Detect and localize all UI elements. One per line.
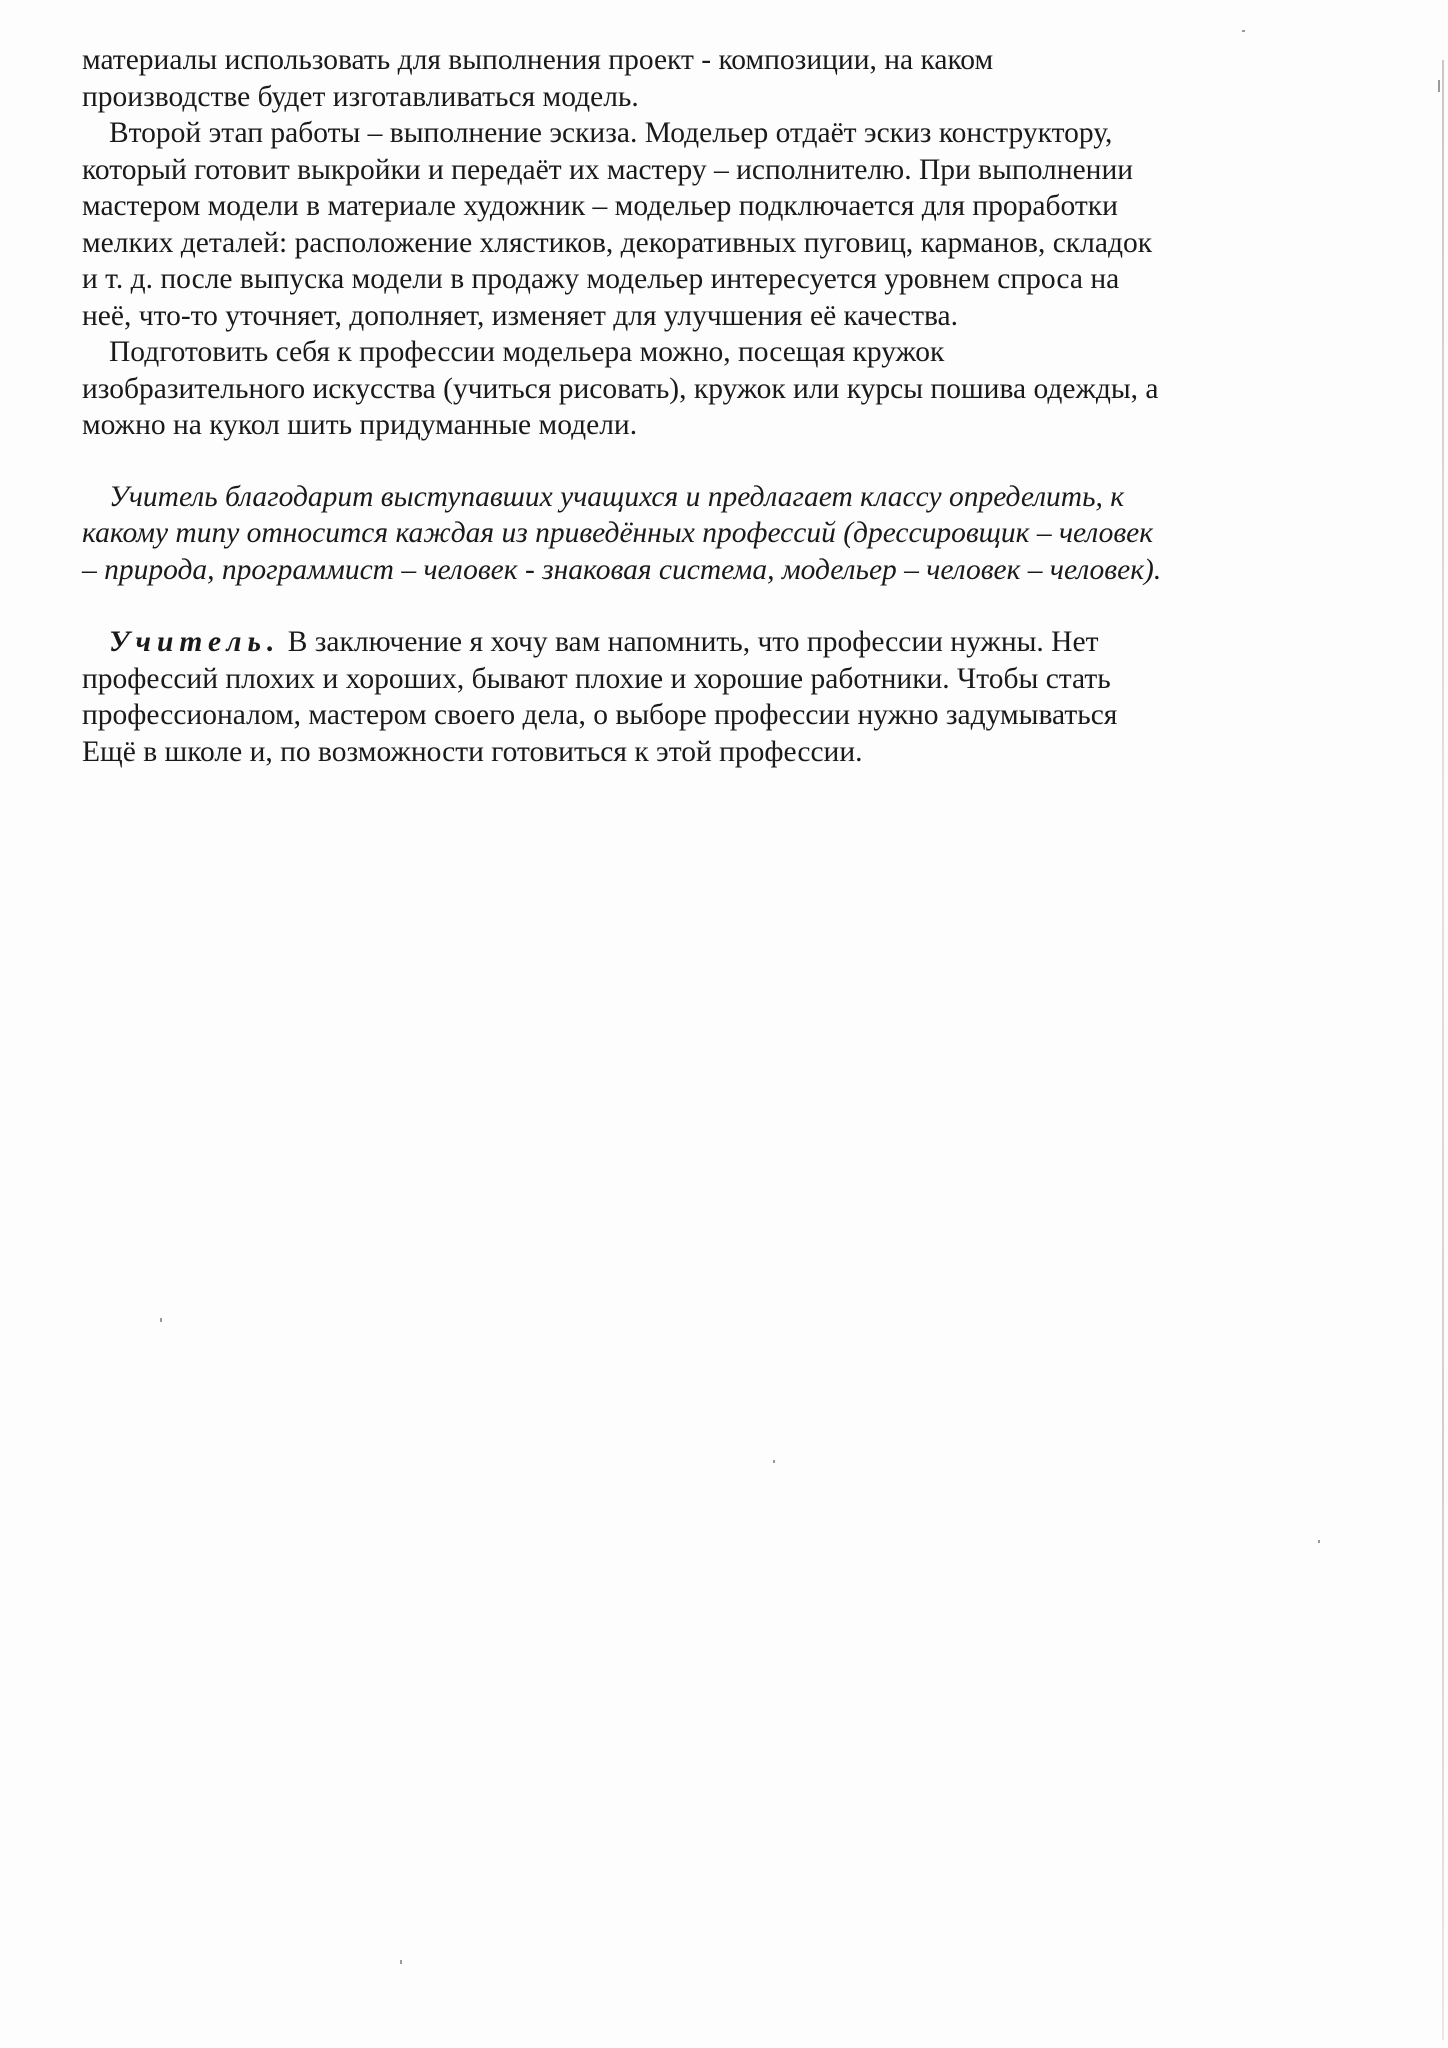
scan-speck	[160, 1318, 162, 1322]
paragraph-2-line: мелких деталей: расположение хлястиков, декоративных пуговиц, карманов, складок	[82, 226, 1153, 259]
paragraph-1-line: производстве будет изготавливаться модель.	[82, 80, 639, 113]
paragraph-2-line: Второй этап работы – выполнение эскиза. Модельер отдаёт эскиз конструктору,	[109, 117, 1113, 149]
paragraph-3-line: Подготовить себя к профессии модельера можно, посещая кружок	[109, 336, 945, 368]
paragraph-2-line: неё, что-то уточняет, дополняет, изменяет для улучшения её качества.	[82, 299, 958, 332]
paragraph-3-line: можно на кукол шить придуманные модели.	[82, 409, 638, 441]
scan-speck	[400, 1960, 402, 1964]
paragraph-2-line: и т. д. после выпуска модели в продажу модельер интересуется уровнем спроса на	[82, 263, 1120, 295]
paragraph-5-line: профессий плохих и хороших, бывают плохие и хорошие работники. Чтобы стать	[82, 662, 1111, 695]
paragraph-3	[82, 334, 1352, 444]
paragraph-4-line: Учитель благодарит выступавших учащихся и предлагает классу определить, к	[109, 480, 1125, 513]
paragraph-5-line-rest: В заключение я хочу вам напомнить, что профессии нужны. Нет	[280, 626, 1099, 658]
paragraph-2-line: который готовит выкройки и передаёт их мастеру – исполнителю. При выполнении	[82, 153, 1134, 186]
paragraph-4-stage-direction	[82, 479, 1352, 589]
paragraph-3-line: изобразительного искусства (учиться рисовать), кружок или курсы пошива одежды, а	[82, 372, 1159, 405]
paragraph-5-line: Ещё в школе и, по возможности готовиться к этой профессии.	[82, 735, 863, 768]
paragraph-5-teacher-speech	[82, 624, 1352, 770]
paragraph-1	[82, 42, 1352, 115]
scan-speck	[1242, 30, 1245, 32]
scan-speck	[1438, 80, 1440, 92]
paragraph-4-line: какому типу относится каждая из приведённых профессий (дрессировщик – человек	[82, 517, 1154, 549]
scan-edge-shadow	[1442, 60, 1444, 2040]
paragraph-5-line: профессионалом, мастером своего дела, о выборе профессии нужно задумываться	[82, 699, 1118, 731]
speaker-label: Учитель.	[109, 626, 281, 658]
scan-speck	[773, 1460, 775, 1463]
paragraph-2	[82, 115, 1352, 334]
paragraph-4-line: – природа, программист – человек - знаковая система, модельер – человек – человек).	[82, 553, 1162, 586]
scan-speck	[1318, 1540, 1320, 1543]
document-body	[82, 42, 1352, 770]
paragraph-5-first-line	[82, 624, 1352, 661]
paragraph-2-line: мастером модели в материале художник – модельер подключается для проработки	[82, 190, 1118, 222]
paragraph-1-line: материалы использовать для выполнения проект - композиции, на каком	[82, 44, 994, 76]
